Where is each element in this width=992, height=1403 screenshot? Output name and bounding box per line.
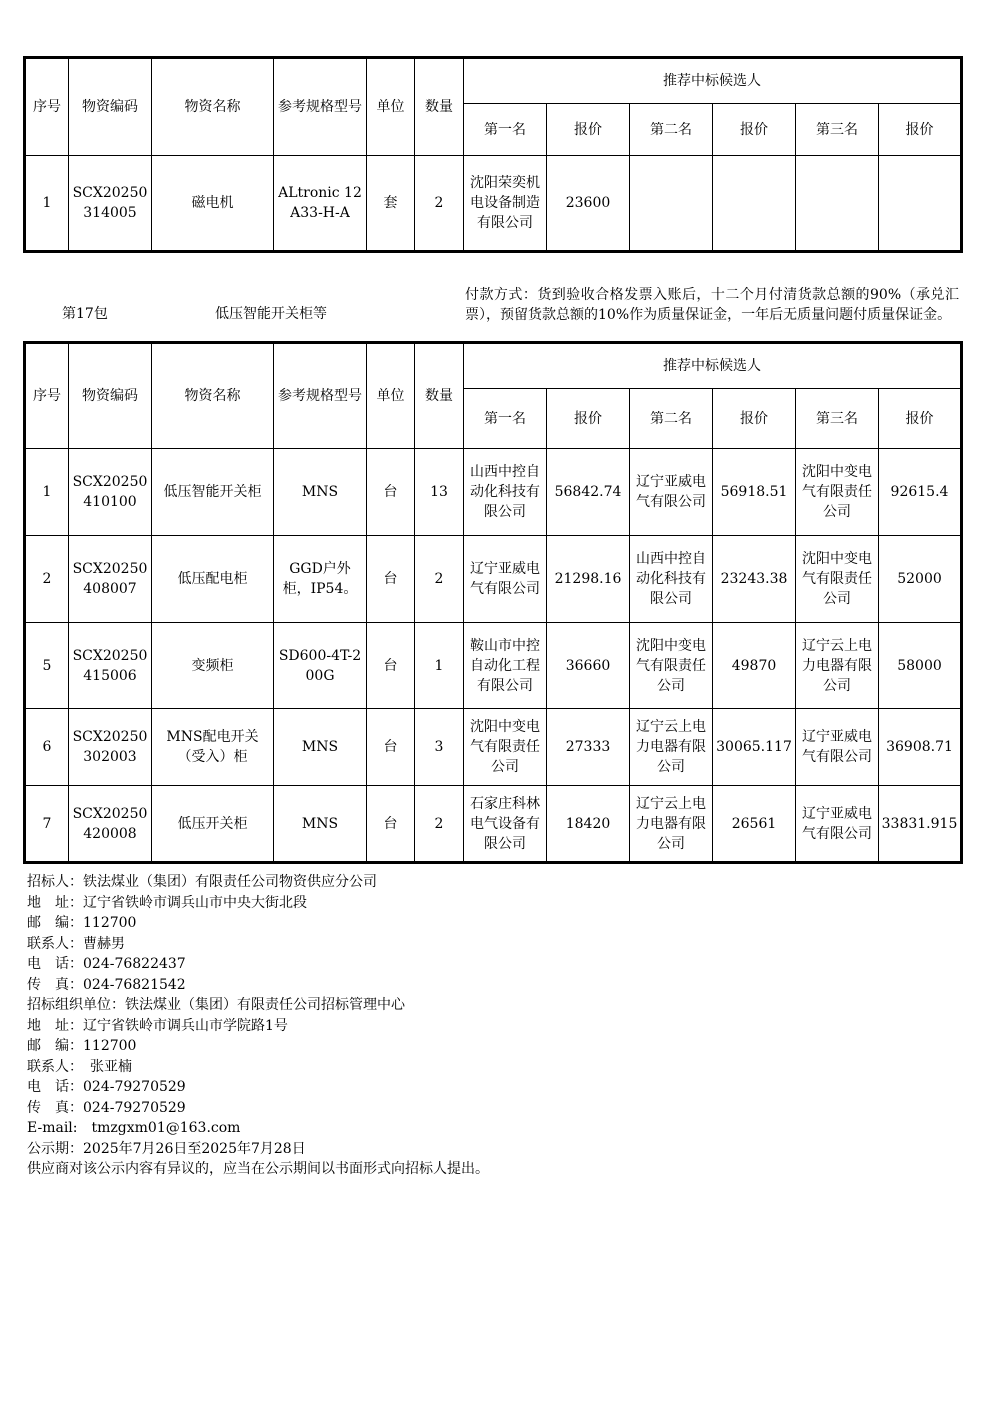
contact-line: E-mail: tmzgxm01@163.com bbox=[27, 1120, 241, 1136]
row-name-text: 低压智能开关柜 bbox=[163, 484, 262, 500]
row-second-text: 辽宁云上电力电器有限公司 bbox=[636, 719, 706, 775]
row-name-text: 变频柜 bbox=[191, 657, 234, 674]
row-code-text: SCX20250415006 bbox=[72, 647, 148, 684]
header-seq: 序号 bbox=[25, 343, 69, 449]
table-2-body bbox=[25, 449, 962, 863]
row-seq: 6 bbox=[25, 709, 69, 786]
contact-line: 邮 编：112700 bbox=[27, 915, 137, 931]
row-second bbox=[630, 536, 713, 623]
contact-line: 邮 编：112700 bbox=[27, 1038, 137, 1054]
row-code bbox=[69, 709, 152, 786]
row-spec bbox=[274, 623, 367, 709]
row-first-text: 沈阳中变电气有限责任公司 bbox=[470, 719, 540, 775]
row-qty: 1 bbox=[415, 623, 464, 709]
row-price-2: 56918.51 bbox=[713, 449, 796, 536]
row-first bbox=[464, 449, 547, 536]
row-price-2: 49870 bbox=[713, 623, 796, 709]
row-name bbox=[152, 623, 274, 709]
row-code bbox=[69, 623, 152, 709]
header-code: 物资编码 bbox=[69, 58, 152, 156]
header-first: 第一名 bbox=[464, 104, 547, 156]
package-number: 第17包 bbox=[62, 306, 108, 322]
header-qty: 数量 bbox=[415, 343, 464, 449]
row-spec-text: MNS bbox=[301, 484, 339, 500]
row-first-text: 石家庄科林电气设备有限公司 bbox=[470, 795, 540, 852]
header-code: 物资编码 bbox=[69, 343, 152, 449]
row-code-text: SCX20250408007 bbox=[72, 561, 148, 597]
row-name bbox=[152, 536, 274, 623]
row-unit: 台 bbox=[367, 709, 415, 786]
header-first: 第一名 bbox=[464, 389, 547, 449]
row-spec-text: ALtronic 12A33-H-A bbox=[278, 185, 362, 221]
row-price-2 bbox=[713, 156, 796, 252]
row-price-3: 58000 bbox=[879, 623, 962, 709]
contact-line: 电 话：024-76822437 bbox=[27, 956, 186, 972]
row-unit: 台 bbox=[367, 449, 415, 536]
row-qty: 2 bbox=[415, 156, 464, 252]
contact-line: 公示期：2025年7月26日至2025年7月28日 bbox=[27, 1140, 306, 1157]
header-unit: 单位 bbox=[367, 58, 415, 156]
header-price-2: 报价 bbox=[713, 389, 796, 449]
table-row bbox=[25, 156, 962, 252]
row-price-3: 36908.71 bbox=[879, 709, 962, 786]
row-first-text: 山西中控自动化科技有限公司 bbox=[470, 464, 540, 520]
package-name: 低压智能开关柜等 bbox=[215, 306, 327, 322]
row-price-2: 30065.117 bbox=[713, 709, 796, 786]
row-unit: 台 bbox=[367, 623, 415, 709]
row-first-text: 辽宁亚威电气有限公司 bbox=[470, 561, 540, 597]
row-name: 磁电机 bbox=[152, 156, 274, 252]
row-code bbox=[69, 156, 152, 252]
header-spec: 参考规格型号 bbox=[274, 58, 367, 156]
bid-table-2 bbox=[23, 341, 963, 864]
row-third bbox=[796, 623, 879, 709]
row-third bbox=[796, 709, 879, 786]
row-qty: 13 bbox=[415, 449, 464, 536]
row-second-text: 辽宁亚威电气有限公司 bbox=[636, 474, 706, 510]
row-price-2: 26561 bbox=[713, 786, 796, 863]
row-qty: 3 bbox=[415, 709, 464, 786]
row-price-1: 18420 bbox=[547, 786, 630, 863]
contact-info bbox=[27, 872, 927, 1180]
header-qty: 数量 bbox=[415, 58, 464, 156]
row-first bbox=[464, 536, 547, 623]
header-price-3: 报价 bbox=[879, 104, 962, 156]
contact-line: 电 话：024-79270529 bbox=[27, 1079, 186, 1095]
row-price-3: 52000 bbox=[879, 536, 962, 623]
row-name-text: MNS配电开关（受入）柜 bbox=[166, 729, 259, 765]
row-first-text: 沈阳荣奕机电设备制造有限公司 bbox=[470, 175, 540, 231]
row-second bbox=[630, 449, 713, 536]
row-name-text: 低压开关柜 bbox=[177, 815, 248, 832]
contact-line: 招标人：铁法煤业（集团）有限责任公司物资供应分公司 bbox=[27, 874, 377, 890]
header-second: 第二名 bbox=[630, 389, 713, 449]
header-third: 第三名 bbox=[796, 389, 879, 449]
contact-line: 联系人：曹赫男 bbox=[27, 935, 125, 952]
row-third bbox=[796, 449, 879, 536]
contact-line: 地 址：辽宁省铁岭市调兵山市学院路1号 bbox=[27, 1017, 288, 1034]
header-price-1: 报价 bbox=[547, 104, 630, 156]
row-name bbox=[152, 709, 274, 786]
row-code-text: SCX20250314005 bbox=[72, 185, 148, 221]
row-qty: 2 bbox=[415, 786, 464, 863]
row-unit: 套 bbox=[367, 156, 415, 252]
row-third bbox=[796, 536, 879, 623]
row-third-text: 沈阳中变电气有限责任公司 bbox=[802, 464, 872, 520]
row-code bbox=[69, 449, 152, 536]
row-code bbox=[69, 536, 152, 623]
row-price-1: 27333 bbox=[547, 709, 630, 786]
row-second bbox=[630, 786, 713, 863]
row-third-text: 沈阳中变电气有限责任公司 bbox=[802, 551, 872, 607]
row-price-1: 56842.74 bbox=[547, 449, 630, 536]
header-price-2: 报价 bbox=[713, 104, 796, 156]
table-row bbox=[25, 536, 962, 623]
row-first bbox=[464, 709, 547, 786]
row-second-text: 沈阳中变电气有限责任公司 bbox=[636, 637, 706, 694]
row-second bbox=[630, 709, 713, 786]
row-spec bbox=[274, 156, 367, 252]
row-unit: 台 bbox=[367, 786, 415, 863]
row-unit: 台 bbox=[367, 536, 415, 623]
row-third-text: 辽宁云上电力电器有限公司 bbox=[802, 637, 872, 694]
row-third-text: 辽宁亚威电气有限公司 bbox=[802, 805, 872, 842]
payment-terms: 付款方式：货到验收合格发票入账后，十二个月付清货款总额的90%（承兑汇票），预留货款总额的10%作为质量保证金，一年后无质量问题付质量保证金。 bbox=[465, 287, 959, 323]
row-spec-text: MNS bbox=[301, 815, 339, 832]
contact-line: 传 真：024-79270529 bbox=[27, 1099, 186, 1116]
table-row bbox=[25, 709, 962, 786]
row-spec-text: GGD户外柜，IP54。 bbox=[282, 561, 358, 597]
row-seq: 1 bbox=[25, 449, 69, 536]
header-price-1: 报价 bbox=[547, 389, 630, 449]
header-price-3: 报价 bbox=[879, 389, 962, 449]
row-name bbox=[152, 786, 274, 863]
header-recommend: 推荐中标候选人 bbox=[464, 58, 962, 104]
row-price-3: 92615.4 bbox=[879, 449, 962, 536]
table-row bbox=[25, 623, 962, 709]
row-first-text: 鞍山市中控自动化工程有限公司 bbox=[470, 637, 540, 694]
row-third bbox=[796, 786, 879, 863]
contact-line: 供应商对该公示内容有异议的，应当在公示期间以书面形式向招标人提出。 bbox=[27, 1161, 489, 1177]
contact-line: 联系人： 张亚楠 bbox=[27, 1058, 132, 1075]
row-spec-text: MNS bbox=[301, 739, 339, 755]
header-name: 物资名称 bbox=[152, 343, 274, 449]
row-second bbox=[630, 156, 713, 252]
row-spec-text: SD600-4T-200G bbox=[278, 647, 362, 684]
row-seq: 2 bbox=[25, 536, 69, 623]
row-spec bbox=[274, 449, 367, 536]
row-seq: 7 bbox=[25, 786, 69, 863]
row-second bbox=[630, 623, 713, 709]
row-first bbox=[464, 786, 547, 863]
row-second-text: 辽宁云上电力电器有限公司 bbox=[636, 795, 706, 852]
row-price-1: 21298.16 bbox=[547, 536, 630, 623]
table-row bbox=[25, 786, 962, 863]
row-price-1: 23600 bbox=[547, 156, 630, 252]
row-spec bbox=[274, 536, 367, 623]
row-code bbox=[69, 786, 152, 863]
header-unit: 单位 bbox=[367, 343, 415, 449]
row-third-text: 辽宁亚威电气有限公司 bbox=[802, 729, 872, 765]
row-price-2: 23243.38 bbox=[713, 536, 796, 623]
header-recommend: 推荐中标候选人 bbox=[464, 343, 962, 389]
header-second: 第二名 bbox=[630, 104, 713, 156]
row-spec bbox=[274, 786, 367, 863]
row-code-text: SCX20250302003 bbox=[72, 729, 148, 765]
row-first bbox=[464, 156, 547, 252]
row-first bbox=[464, 623, 547, 709]
header-spec: 参考规格型号 bbox=[274, 343, 367, 449]
header-name: 物资名称 bbox=[152, 58, 274, 156]
row-price-3 bbox=[879, 156, 962, 252]
table-row bbox=[25, 449, 962, 536]
bid-table-1 bbox=[23, 56, 963, 253]
row-code-text: SCX20250410100 bbox=[72, 474, 148, 510]
row-seq: 5 bbox=[25, 623, 69, 709]
row-third bbox=[796, 156, 879, 252]
header-seq: 序号 bbox=[25, 58, 69, 156]
contact-line: 传 真：024-76821542 bbox=[27, 976, 186, 993]
contact-line: 招标组织单位：铁法煤业（集团）有限责任公司招标管理中心 bbox=[27, 997, 405, 1013]
row-price-3: 33831.915 bbox=[879, 786, 962, 863]
row-price-1: 36660 bbox=[547, 623, 630, 709]
row-code-text: SCX20250420008 bbox=[72, 805, 148, 842]
header-third: 第三名 bbox=[796, 104, 879, 156]
row-seq: 1 bbox=[25, 156, 69, 252]
row-name-text: 低压配电柜 bbox=[177, 571, 248, 587]
row-spec bbox=[274, 709, 367, 786]
contact-line: 地 址：辽宁省铁岭市调兵山市中央大街北段 bbox=[27, 894, 307, 911]
row-name bbox=[152, 449, 274, 536]
row-second-text: 山西中控自动化科技有限公司 bbox=[636, 551, 706, 607]
row-qty: 2 bbox=[415, 536, 464, 623]
